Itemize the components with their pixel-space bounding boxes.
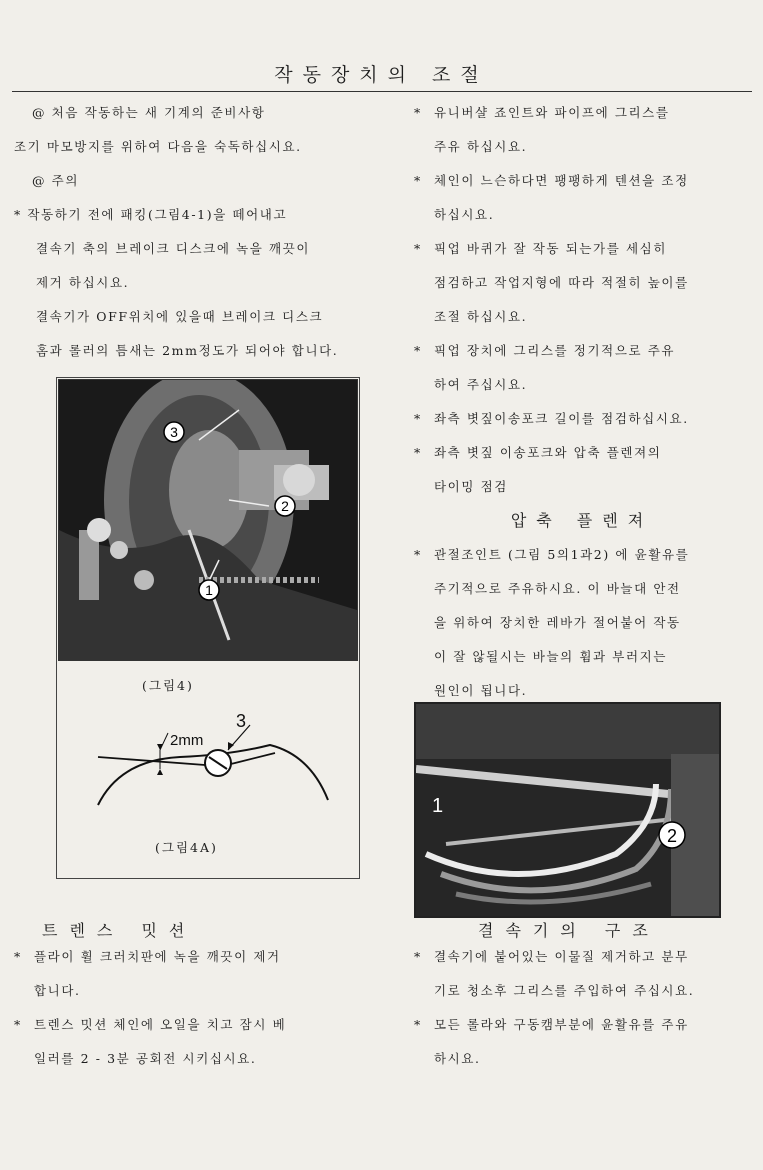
text-line: 타이밍 점검 xyxy=(434,479,508,494)
right-column xyxy=(414,96,750,708)
text-line: 제거 하십시요. xyxy=(36,275,130,290)
page-title: 작동장치의 조절 xyxy=(274,64,489,86)
text-line: 이 잘 않될시는 바늘의 휨과 부러지는 xyxy=(434,649,667,664)
text-line: 결속기 축의 브레이크 디스크에 녹을 깨끗이 xyxy=(36,241,311,256)
text-line: * 체인이 느슨하다면 팽팽하게 텐션을 조정 xyxy=(414,173,689,188)
text-line: 홈과 롤러의 틈새는 2mm정도가 되어야 합니다. xyxy=(36,343,339,358)
text-line: 하시요. xyxy=(434,1051,481,1066)
text-line: 주유 하십시요. xyxy=(434,139,528,154)
text-line: @ 주의 xyxy=(32,173,80,188)
svg-text:1: 1 xyxy=(205,582,213,598)
text-line: * 작동하기 전에 패킹(그림4-1)을 떼어내고 xyxy=(14,207,288,222)
callout-3 xyxy=(164,422,184,442)
svg-text:3: 3 xyxy=(170,424,178,440)
svg-text:2: 2 xyxy=(666,826,678,846)
plunger-photo-illustration xyxy=(416,704,719,916)
text-line: 하십시요. xyxy=(434,207,495,222)
text-line: * 픽업 바퀴가 잘 작동 되는가를 세심히 xyxy=(414,241,667,256)
callout-2 xyxy=(659,822,685,848)
section-heading-knotter: 결속기의 구조 xyxy=(478,921,660,940)
text-line: * 유니버샬 죠인트와 파이프에 그리스를 xyxy=(414,105,670,120)
text-line: 하여 주십시요. xyxy=(434,377,528,392)
callout-3-label: 3 xyxy=(236,711,247,731)
section-heading-plunger: 압축 플렌져 xyxy=(510,511,654,530)
text-line: * 좌측 볏짚이송포크 길이를 점검하십시요. xyxy=(414,411,689,426)
text-line: * 플라이 휠 크러치판에 녹을 깨끗이 제거 xyxy=(14,949,281,964)
text-line: 을 위하여 장치한 레바가 절어붙어 작동 xyxy=(434,615,681,630)
text-line: * 관절조인트 (그림 5의1과2) 에 윤활유를 xyxy=(414,547,690,562)
text-line: 조기 마모방지를 위하여 다음을 숙독하십시요. xyxy=(14,139,302,154)
text-line: 결속기가 OFF위치에 있을때 브레이크 디스크 xyxy=(36,309,324,324)
transmission-section xyxy=(14,940,392,1076)
figure-4a-diagram xyxy=(60,705,355,840)
figure-5-photo xyxy=(414,702,721,918)
figure-4a-caption: (그림4A) xyxy=(155,840,218,855)
text-line: * 결속기에 붙어있는 이물질 제거하고 분무 xyxy=(414,949,689,964)
text-line: 합니다. xyxy=(34,983,81,998)
section-heading-transmission: 트렌스 밋션 xyxy=(42,921,197,940)
knotter-section xyxy=(414,940,750,1076)
figure-4-caption: (그림4) xyxy=(142,678,194,693)
dim-label: 2mm xyxy=(170,732,204,749)
text-line: 기로 청소후 그리스를 주입하여 주십시요. xyxy=(434,983,695,998)
text-line: * 좌측 볏짚 이송포크와 압축 플렌져의 xyxy=(414,445,662,460)
text-line: 조절 하십시요. xyxy=(434,309,528,324)
figure-4-photo xyxy=(58,379,358,661)
text-line: 주기적으로 주유하시요. 이 바늘대 안전 xyxy=(434,581,681,596)
left-column xyxy=(14,96,392,368)
text-line: 점검하고 작업지형에 따라 적절히 높이를 xyxy=(434,275,689,290)
text-line: 일러를 2 - 3분 공회전 시키십시요. xyxy=(34,1051,257,1066)
svg-text:2: 2 xyxy=(281,498,289,514)
text-line: * 모든 롤라와 구동캠부분에 윤활유를 주유 xyxy=(414,1017,689,1032)
callout-1 xyxy=(432,795,443,817)
callout-1 xyxy=(199,580,219,600)
text-line: 원인이 됩니다. xyxy=(434,683,528,698)
text-line: @ 처음 작동하는 새 기계의 준비사항 xyxy=(32,105,266,120)
machine-photo-illustration xyxy=(59,380,357,660)
text-line: * 픽업 장치에 그리스를 정기적으로 주유 xyxy=(414,343,676,358)
title-divider xyxy=(12,91,752,92)
text-line: * 트렌스 밋션 체인에 오일을 치고 잠시 베 xyxy=(14,1017,287,1032)
svg-text:1: 1 xyxy=(432,795,444,817)
callout-2 xyxy=(275,496,295,516)
